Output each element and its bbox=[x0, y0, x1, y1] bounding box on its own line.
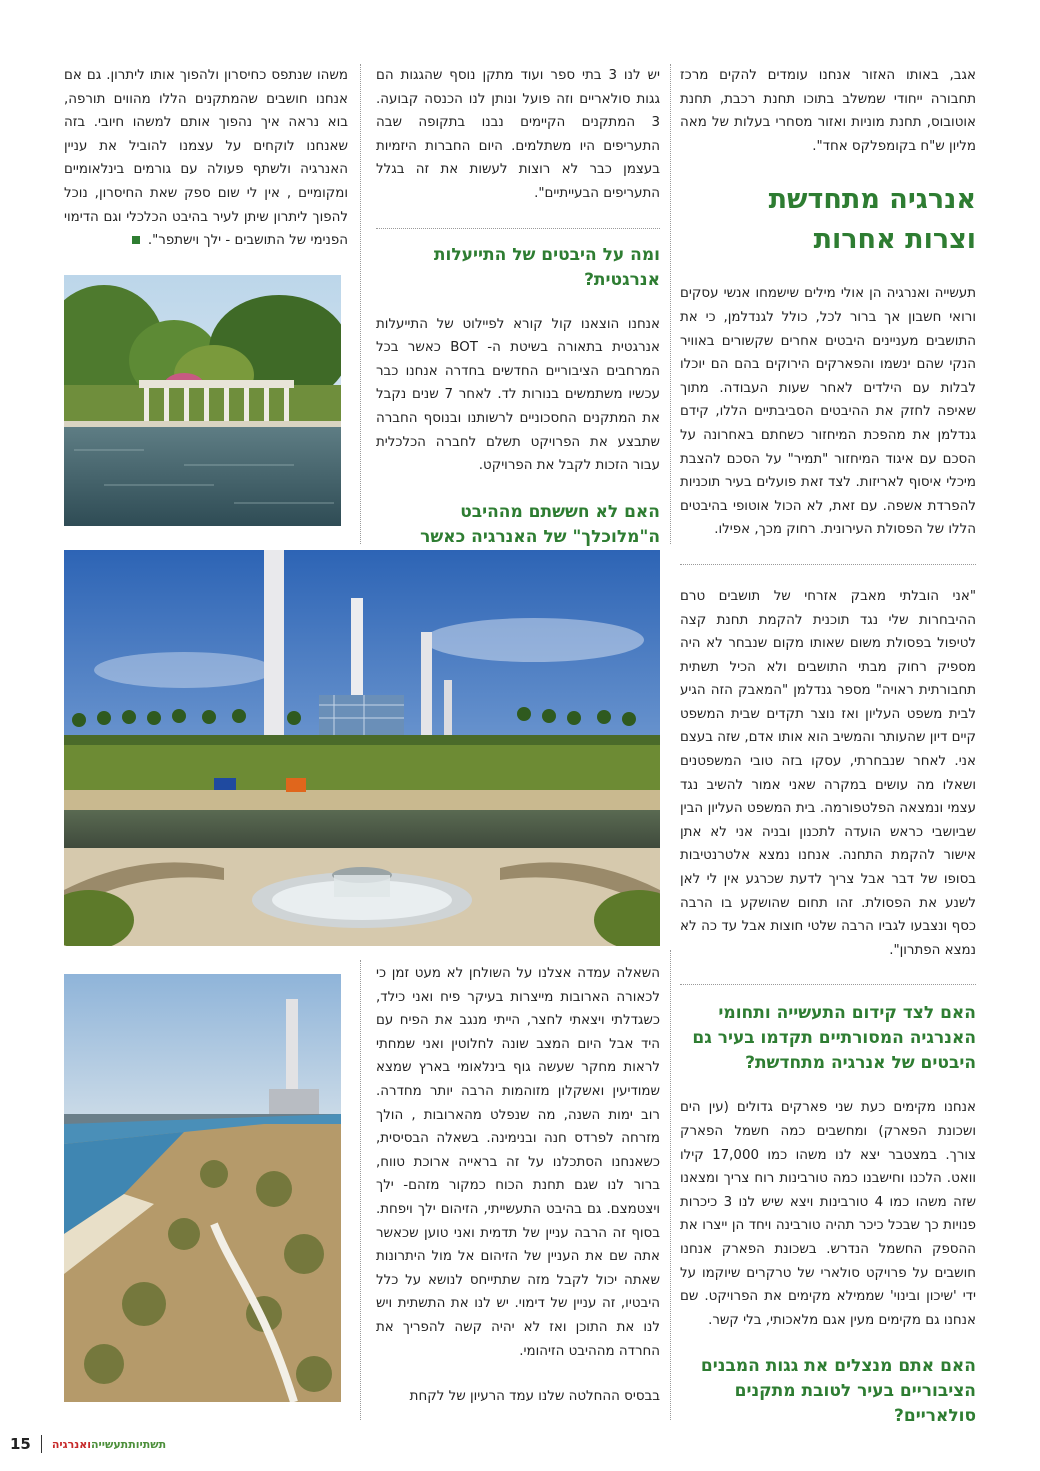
column-divider bbox=[670, 64, 671, 544]
magazine-name-part: ואנרגיה bbox=[51, 1437, 91, 1451]
column-right bbox=[680, 64, 976, 1449]
photo-power-station-park bbox=[64, 550, 660, 946]
column-middle-bottom bbox=[376, 962, 660, 1409]
magazine-name bbox=[52, 1438, 166, 1451]
column-divider bbox=[360, 960, 361, 1420]
column-divider bbox=[360, 64, 361, 544]
question-heading: האם לצד קידום התעשייה ותחומי האנרגיה המסורתיים תקדמו בעיר גם היבטים של אנרגיה מתחדשת? bbox=[692, 1003, 976, 1074]
body-paragraph: אנחנו הוצאנו קול קורא לפיילוט של התייעלות אנרגטית בתאורה בשיטת ה- BOT כאשר בכל המרחבים הציבוריים החדשים בחדרה אנחנו כבר עכשיו משתמשים בנורות לד. לאחר 7 שנים נקבל את המתקנים החסכוניים לרשותנו ובנוסף החברה שתבצע את הפרויקט תשלם לחברה הכלכלית עבור הזכות לקבל את הפרויקט. bbox=[376, 316, 660, 474]
section-heading-line1: אנרגיה מתחדשת bbox=[768, 184, 976, 216]
page-footer bbox=[10, 1432, 166, 1456]
body-paragraph: "אני הובלתי מאבק אזרחי של תושבים טרם ההיבחרות שלי נגד תוכנית להקמת תחנת קצה לטיפול בפסולת משום שאותו מקום שנבחר לא היה מספיק רחוק מבתי התושבים ולא הכיל תשתית תחבורתית ראויה" מספר גנדלמן "המאבק הזה הגיע לבית משפט העליון ואז נוצר תקדים שבית המשפט קיים דיון שהעותר והמשיב הוא אותו אדם, שזה בעצם אני. לאחר שנבחרתי, עסקו בזה טובי המשפטנים ושאלו מה עושים במקרה שאני אמור להשיב נגד עצמי ונמצאה הפלטפורמה. בית המשפט העליון הבין שביושבי כראש הועדה לתכנון ובניה אני לא אתן אישור להקמת התחנה. אנחנו נמצא אלטרנטיבות בסופו של דבר אבל צריך לדעת שכרגע אין לי לאן לשנע את הפסולת. זהו תחום שהושקע בו הרבה כסף ונצבעו לגביו הרבה שלטי חוצות אבל עד כה לא נמצא הפתרון". bbox=[680, 588, 976, 958]
column-left-top bbox=[64, 64, 348, 253]
closing-paragraph-text: משהו שנתפס כחיסרון ולהפוך אותו ליתרון. גם אם אנחנו חושבים שהמתקנים הללו מהווים תורפה, בוא נראה איך נהפוך אותם למשהו חיובי. בזה שאנחנו לוקחים על עצמנו להוביל את עניין האנרגיה ולשתף פעולה עם גורמים בינלאומיים ומקומיים , אין לי שום ספק שאת החיסרון, נוכל להפוך ליתרון שיתן לעיר בהיבט הכלכלי וגם הדימוי הפנימי של התושבים - ילך וישתפר". bbox=[64, 68, 348, 249]
page-number: 15 bbox=[10, 1435, 31, 1453]
section-heading-line2: וצרות אחרות bbox=[813, 224, 976, 256]
intro-paragraph: אגב, באותו האזור אנחנו עומדים להקים מרכז תחבורה ייחודי שמשלב בתוכו תחנת רכבת, תחנת אוטובוס, תחנת מוניות ואזור מסחרי בעלות של מאה מליון ש"ח בקומפלקס אחד". bbox=[680, 68, 976, 154]
section-heading bbox=[680, 180, 976, 260]
body-paragraph: השאלה עמדה אצלנו על השולחן לא מעט זמן כי לכאורה הארובות מייצרות בעיקר פיח ואני כילד, כשגדלתי ויצאתי לחצר, הייתי מנגב את הפיח עם היד אבל היום המצב שונה לחלוטין ואני שמחתי לראות מחקר שעשה גוף בינלאומי בארץ שמצא שמודיעין ואשקלון מזוהמות הרבה יותר מחדרה. רוב ימות השנה, מה שנפלט מהארובות , הולך מזרחה לפרדס חנה ובנימינה. בשאלה הבסיסית, כשאנחנו הסתכלנו על זה בראייה ארוכת טווח, ברור לנו שגם תחנת הכוח כמקור מזהם- ילך ויצטמצם. גם בהיבט התעשייתי, הזיהום ילך ויפחת. בסוף זה הרבה עניין של תדמית ואני טוען שכאשר אתה שם את העניין של הזיהום אל מול היתרונות שאתה יכול לקבל מזה שתתייחס לנושא על כלל היבטיו, זה עניין של דימוי. יש לנו את התשתית ויש לנו את התוכן ואז לא יהיה קשה להפריך את החרדה מההיבט הזיהומי. bbox=[376, 966, 660, 1359]
column-divider bbox=[670, 950, 671, 1420]
question-heading: האם לא חששתם מההיבט ה"מלוכלך" של האנרגיה כאשר bbox=[420, 501, 660, 547]
end-of-article-icon bbox=[132, 236, 140, 244]
body-paragraph: בבסיס ההחלטה שלנו עמד הרעיון של לקחת bbox=[409, 1389, 660, 1405]
question-heading: ומה על היבטים של התייעלות אנרגטית? bbox=[433, 244, 660, 290]
magazine-name-part: תעשייה bbox=[90, 1437, 129, 1451]
photo-coastline-chimney bbox=[64, 974, 341, 1402]
column-middle-top bbox=[376, 64, 660, 595]
footer-divider bbox=[41, 1435, 42, 1453]
magazine-name-part: תשתיות bbox=[128, 1437, 167, 1451]
body-paragraph: יש לנו 3 בתי ספר ועוד מתקן נוסף שהגגות הם גגות סולאריים וזה פועל ונותן לנו הכנסה קבועה. 3 המתקנים הקיימים נבנו בתקופה שבה התעריפים היו משתלמים. היום החברות היזמיות בעצמן כבר לא רוצות לעשות את זה בגלל התעריפים הבעייתיים". bbox=[376, 68, 660, 201]
question-heading: האם אתם מנצלים את גגות המבנים הציבוריים בעיר לטובת מתקנים סולאריים? bbox=[700, 1356, 976, 1427]
section-divider bbox=[680, 984, 976, 985]
body-paragraph bbox=[64, 64, 348, 253]
section-divider bbox=[680, 564, 976, 565]
body-paragraph: אנחנו מקימים כעת שני פארקים גדולים (עין הים ושכונת הפארק) ומחשבים כמה חשמל הפארק צורך. במצטבר יצא לנו משהו כמו 17,000 קילו וואט. הלכנו וחישבנו כמה טורבינות רוח צריך ומצאנו שזה משהו כמו 4 טורבינות ויצא שיש לנו 3 כיכרות פנויות כך שבכל כיכר תהיה טורבינה ויחד הן ייצרו את ההספק החשמל הנדרש. בשכונת הפארק אנחנו חושבים על פרויקט סולארי של טרקרים שיוקמו על ידי 'שיכון ובינוי' שממילא מקימים את הפרויקט. שם אנחנו גם מקימים מעין אגם מלאכותי, בלי קשר. bbox=[680, 1100, 976, 1328]
body-paragraph: תעשייה ואנרגיה הן אולי מילים שישמחו אנשי עסקים ורואי חשבון אך ברור לכל, כולל לגנדלמן, כי את התושבים מעניינים היבטים אחרים שקשורים באוויר הנקי שהם ינשמו והפארקים הירוקים בהם הם יוכלו לבלות עם הילדים לאחר שעות העבודה. מתוך שאיפה לחזק את ההיבטים הסביבתיים הללו, קידם גנדלמן את מהפכת המיחזור כשחתם באחרונה על הסכם עם איגוד המיחזור "תמיר" על הסכם להצבת מיכלי איסוף לאריזות. לצד זאת פועלים בעיר תוכניות להפרדת אשפה. עם זאת, לא הכול אוטופי בהיבטים הללו של הפסולת העירונית. רחוק מכך, אפילו. bbox=[680, 286, 976, 538]
photo-park-pergola bbox=[64, 275, 341, 526]
section-divider bbox=[376, 228, 660, 229]
